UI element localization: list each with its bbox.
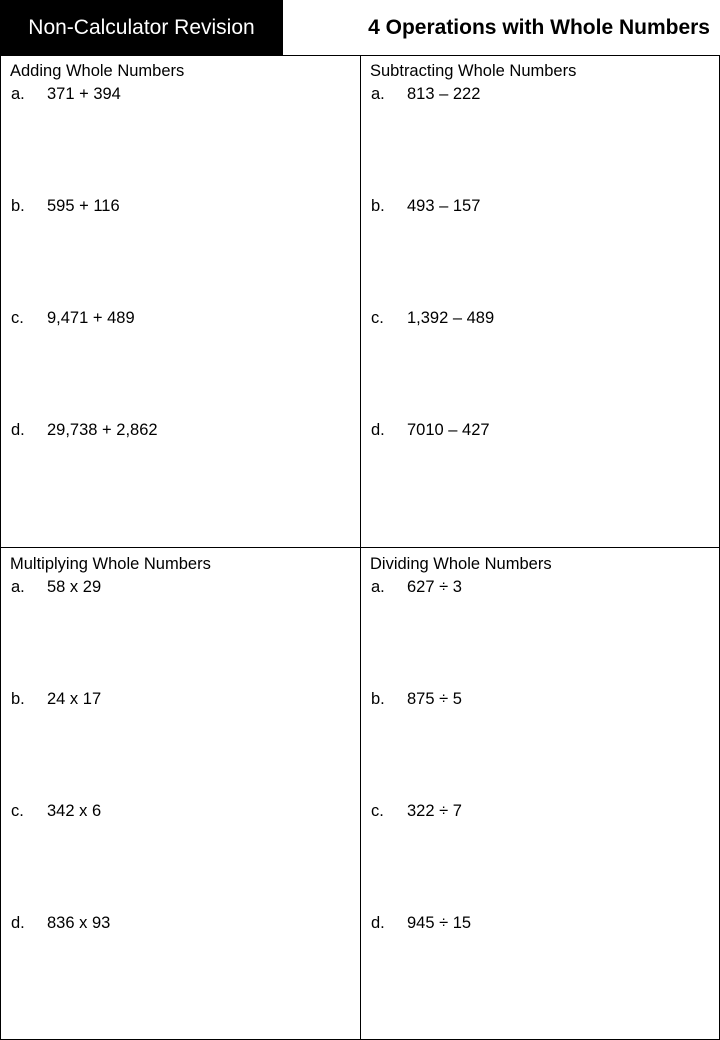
problem-expression: 7010 – 427 — [407, 421, 490, 439]
problem-label: b. — [11, 690, 25, 708]
problem-item — [11, 690, 101, 709]
dividing-section — [370, 549, 719, 1040]
problem-item — [11, 197, 120, 216]
problem-expression: 9,471 + 489 — [47, 309, 135, 327]
problem-label: b. — [11, 197, 25, 215]
problem-expression: 813 – 222 — [407, 85, 481, 103]
problem-label: d. — [11, 421, 25, 439]
problem-item — [371, 578, 462, 597]
problem-item — [11, 578, 101, 597]
problem-label: d. — [371, 914, 385, 932]
horizontal-divider — [1, 547, 719, 548]
subtracting-section — [370, 56, 719, 547]
problem-item — [371, 914, 471, 933]
problem-expression: 836 x 93 — [47, 914, 111, 932]
problem-item — [11, 802, 101, 821]
problem-label: b. — [371, 197, 385, 215]
problem-label: c. — [11, 309, 24, 327]
problem-expression: 29,738 + 2,862 — [47, 421, 158, 439]
problem-label: b. — [371, 690, 385, 708]
problem-expression: 371 + 394 — [47, 85, 121, 103]
problem-item — [371, 802, 462, 821]
revision-title-banner: Non-Calculator Revision — [0, 0, 283, 55]
problem-item — [371, 421, 490, 440]
problem-item — [371, 197, 480, 216]
problem-expression: 58 x 29 — [47, 578, 102, 596]
problem-label: a. — [371, 578, 385, 596]
problem-expression: 875 ÷ 5 — [407, 690, 462, 708]
problem-label: c. — [371, 802, 384, 820]
worksheet-header — [0, 0, 720, 55]
problem-label: c. — [371, 309, 384, 327]
problem-item — [11, 421, 158, 440]
adding-section — [10, 56, 359, 547]
worksheet-title: 4 Operations with Whole Numbers — [368, 15, 710, 39]
problem-label: a. — [11, 578, 25, 596]
problem-expression: 322 ÷ 7 — [407, 802, 462, 820]
problem-expression: 493 – 157 — [407, 197, 481, 215]
problem-item — [11, 85, 121, 104]
problem-grid — [0, 55, 720, 1040]
multiplying-section — [10, 549, 359, 1040]
problem-item — [371, 690, 462, 709]
problem-expression: 1,392 – 489 — [407, 309, 495, 327]
problem-label: d. — [371, 421, 385, 439]
problem-item — [371, 85, 480, 104]
problem-expression: 342 x 6 — [47, 802, 102, 820]
problem-label: a. — [371, 85, 385, 103]
problem-expression: 627 ÷ 3 — [407, 578, 462, 596]
problem-expression: 24 x 17 — [47, 690, 102, 708]
section-title: Multiplying Whole Numbers — [10, 555, 211, 573]
section-title: Dividing Whole Numbers — [370, 555, 552, 573]
problem-expression: 595 + 116 — [47, 197, 120, 215]
problem-label: d. — [11, 914, 25, 932]
problem-expression: 945 ÷ 15 — [407, 914, 472, 932]
problem-label: c. — [11, 802, 24, 820]
section-title: Subtracting Whole Numbers — [370, 62, 577, 80]
problem-label: a. — [11, 85, 25, 103]
section-title: Adding Whole Numbers — [10, 62, 185, 80]
problem-item — [11, 309, 135, 328]
problem-item — [11, 914, 110, 933]
problem-item — [371, 309, 494, 328]
